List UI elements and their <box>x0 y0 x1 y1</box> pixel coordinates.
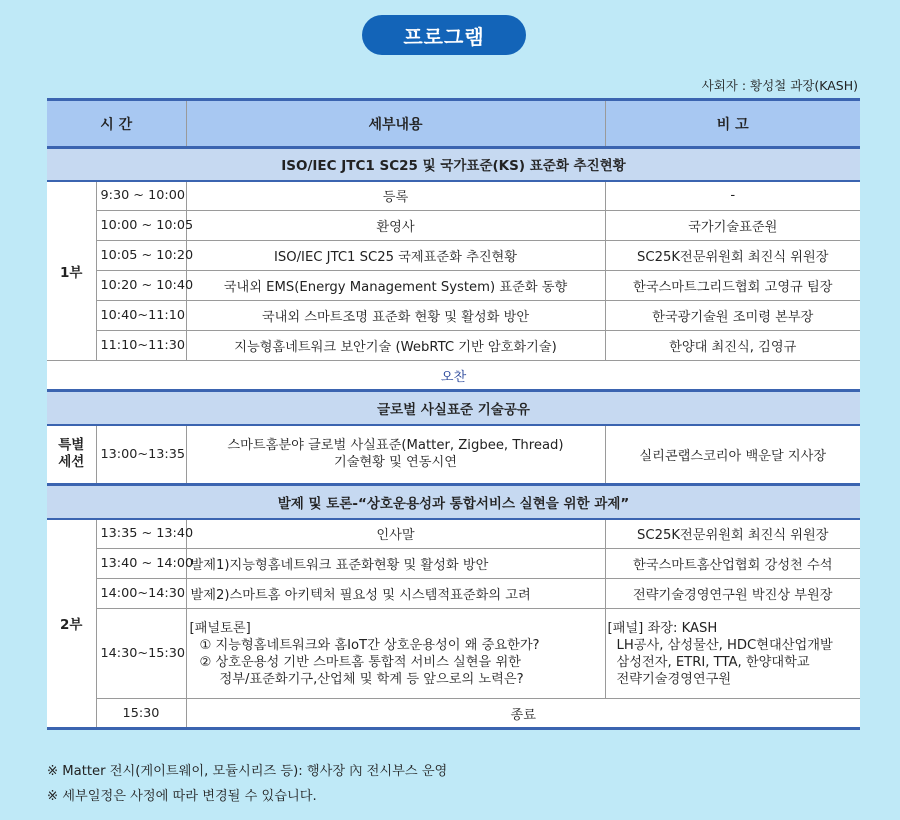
part-label-2: 2부 <box>47 519 96 729</box>
time-cell: 14:00~14:30 <box>96 579 186 609</box>
section-title-1: ISO/IEC JTC1 SC25 및 국가표준(KS) 표준화 추진현황 <box>47 148 860 181</box>
table-row <box>47 181 860 211</box>
panel-heading: [패널토론] <box>189 620 251 636</box>
content-cell: 지능형홈네트워크 보안기술 (WebRTC 기반 암호화기술) <box>186 331 605 361</box>
time-cell: 15:30 <box>96 699 186 729</box>
note-cell: - <box>605 181 860 211</box>
panel-members-3: 전략기술경영연구원 <box>616 671 732 687</box>
panel-question-2: ② 상호운용성 기반 스마트홈 통합적 서비스 실현을 위한 <box>199 654 521 670</box>
time-cell: 13:35 ~ 13:40 <box>96 519 186 549</box>
note-cell: 전략기술경영연구원 박진상 부원장 <box>605 579 860 609</box>
special-label-line2: 세션 <box>58 454 85 471</box>
panel-members-2: 삼성전자, ETRI, TTA, 한양대학교 <box>616 654 810 670</box>
program-table <box>47 98 860 730</box>
footnote-1: ※ Matter 전시(게이트웨이, 모듈시리즈 등): 행사장 內 전시부스 운영 <box>47 764 448 779</box>
content-cell: ISO/IEC JTC1 SC25 국제표준화 추진현황 <box>186 241 605 271</box>
note-cell: 실리콘랩스코리아 백운달 지사장 <box>605 425 860 485</box>
panel-content <box>190 617 601 691</box>
content-cell: 발제2)스마트홈 아키텍처 필요성 및 시스템적표준화의 고려 <box>186 579 605 609</box>
note-cell: SC25K전문위원회 최진식 위원장 <box>605 519 860 549</box>
header-content: 세부내용 <box>186 100 605 148</box>
time-cell: 14:30~15:30 <box>96 609 186 699</box>
lunch-label: 오찬 <box>47 361 860 391</box>
time-cell: 10:00 ~ 10:05 <box>96 211 186 241</box>
note-cell: 한국스마트그리드협회 고영규 팀장 <box>605 271 860 301</box>
time-cell: 10:05 ~ 10:20 <box>96 241 186 271</box>
special-label-line1: 특별 <box>58 437 85 454</box>
time-cell: 13:40 ~ 14:00 <box>96 549 186 579</box>
note-cell: SC25K전문위원회 최진식 위원장 <box>605 241 860 271</box>
table-row <box>47 211 860 241</box>
table-row <box>47 549 860 579</box>
footnote-2: ※ 세부일정은 사정에 따라 변경될 수 있습니다. <box>47 789 317 804</box>
table-row <box>47 301 860 331</box>
table-header-row <box>47 100 860 148</box>
table-row <box>47 609 860 699</box>
panel-members-1: LH공사, 삼성물산, HDC현대산업개발 <box>616 637 833 653</box>
content-cell: 환영사 <box>186 211 605 241</box>
panel-question-1: ① 지능형홈네트워크와 홈IoT간 상호운용성이 왜 중요한가? <box>199 637 540 653</box>
table-row <box>47 331 860 361</box>
table-row <box>47 519 860 549</box>
time-cell: 9:30 ~ 10:00 <box>96 181 186 211</box>
content-cell: 발제1)지능형홈네트워크 표준화현황 및 활성화 방안 <box>186 549 605 579</box>
table-row <box>47 241 860 271</box>
section-row <box>47 148 860 181</box>
note-cell: 한국광기술원 조미령 본부장 <box>605 301 860 331</box>
special-content-line2: 기술현황 및 연동시연 <box>333 455 458 471</box>
section-title-3: 발제 및 토론-“상호운용성과 통합서비스 실현을 위한 과제” <box>47 485 860 519</box>
table-row <box>47 579 860 609</box>
panel-chair: [패널] 좌장: KASH <box>607 620 718 636</box>
table-row <box>47 271 860 301</box>
note-cell: 한양대 최진식, 김영규 <box>605 331 860 361</box>
panel-question-2-cont: 정부/표준화기구,산업체 및 학계 등 앞으로의 노력은? <box>219 671 524 687</box>
content-cell <box>186 425 605 485</box>
note-cell: 국가기술표준원 <box>605 211 860 241</box>
moderator-text: 사회자 : 황성철 과장(KASH) <box>701 78 858 93</box>
panel-note-cell <box>605 609 860 699</box>
special-content-line1: 스마트홈분야 글로벌 사실표준(Matter, Zigbee, Thread) <box>227 438 564 454</box>
section-row <box>47 391 860 425</box>
header-note: 비 고 <box>605 100 860 148</box>
section-title-2: 글로벌 사실표준 기술공유 <box>47 391 860 425</box>
content-cell: 국내외 EMS(Energy Management System) 표준화 동향 <box>186 271 605 301</box>
content-cell: 등록 <box>186 181 605 211</box>
section-row <box>47 485 860 519</box>
content-cell: 종료 <box>186 699 860 729</box>
time-cell: 13:00~13:35 <box>96 425 186 485</box>
page-title: 프로그램 <box>362 15 526 55</box>
table-row <box>47 425 860 485</box>
header-time: 시 간 <box>47 100 186 148</box>
time-cell: 10:20 ~ 10:40 <box>96 271 186 301</box>
lunch-row <box>47 361 860 391</box>
part-label-1: 1부 <box>47 181 96 361</box>
time-cell: 10:40~11:10 <box>96 301 186 331</box>
content-cell: 인사말 <box>186 519 605 549</box>
content-cell: 국내외 스마트조명 표준화 현황 및 활성화 방안 <box>186 301 605 331</box>
table-row <box>47 699 860 729</box>
time-cell: 11:10~11:30 <box>96 331 186 361</box>
panel-content-cell <box>186 609 605 699</box>
part-label-special <box>47 425 96 485</box>
note-cell: 한국스마트홈산업협회 강성천 수석 <box>605 549 860 579</box>
panel-note <box>608 617 857 691</box>
